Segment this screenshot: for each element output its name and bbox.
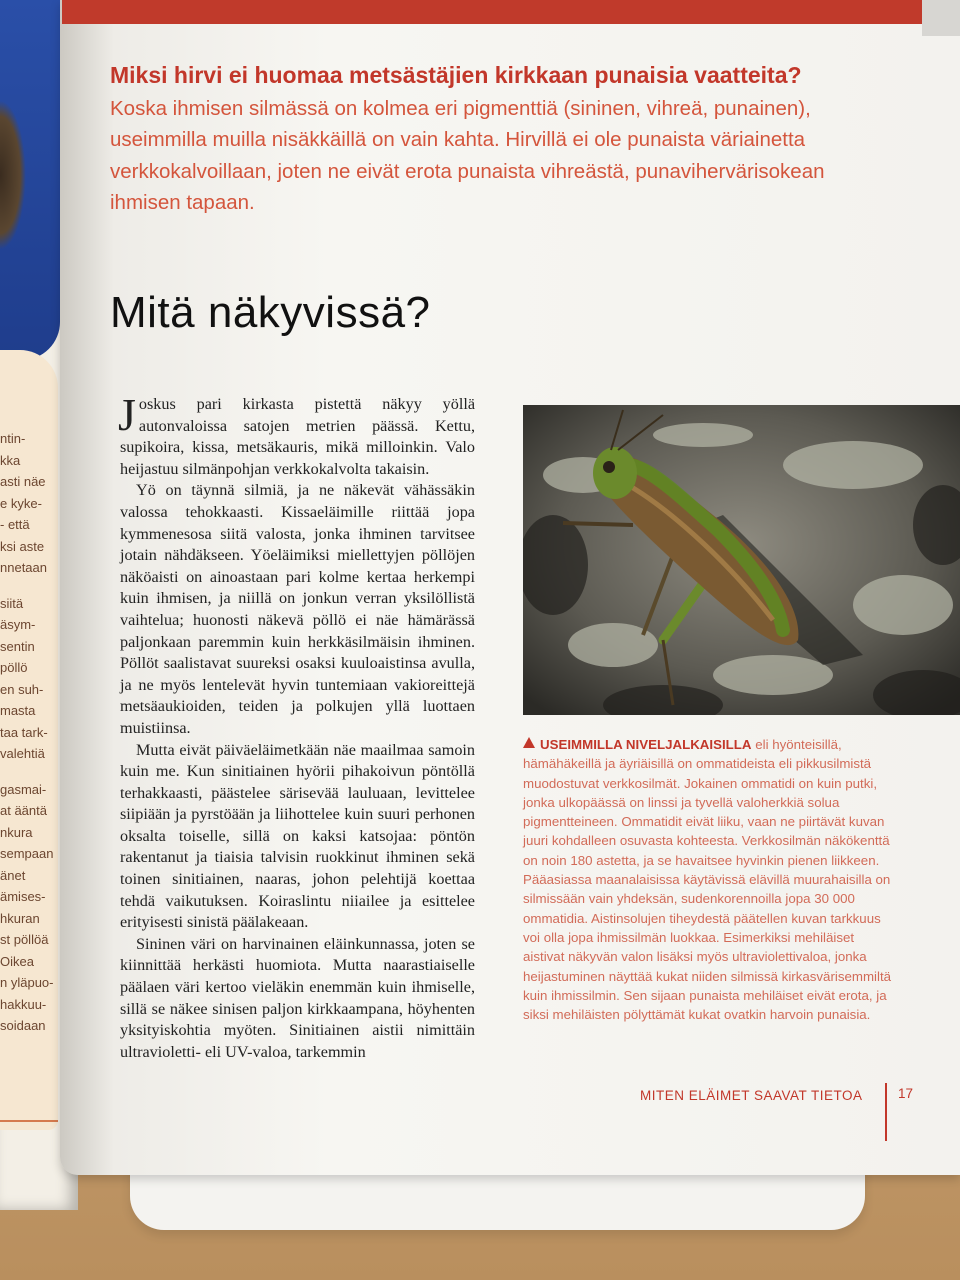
left-fragment: soidaan — [0, 1018, 46, 1033]
left-fragment: masta — [0, 703, 36, 718]
left-fragment: siitä — [0, 595, 24, 611]
left-fragment: nkura — [0, 824, 33, 840]
left-page-text-fragments — [0, 428, 58, 1037]
left-fragment: äsym- — [0, 617, 36, 632]
body-paragraph-3: Mutta eivät päiväeläimetkään näe maailmaa samoin kuin me. Kun sinitiainen hyörii pihakoivun pöntöllä terhakkaasti, päästelee särisevää lauluaan, levittelee siipiään ja pyrstöään ja liihottelee kuin suuri perhonen oksalta toiselle, sillä on kaksi katsojaa: pöntön rakentanut ja tiaisia talvisin ruokkinut ihminen sekä toinen sinitiainen, naaras, johon pelehtijä koettaa tehdä vaikutuksen. Koiraslintu niiailee ja esittelee erityisesti sinistä päälakeaan. — [120, 740, 475, 932]
footer-divider — [885, 1083, 887, 1141]
left-fragment: ntin- — [0, 431, 26, 446]
intro-answer: Koska ihmisen silmässä on kolmea eri pigmenttiä (sininen, vihreä, punainen), useimmilla muilla nisäkkäillä on vain kahta. Hirvillä ei ole punaista väriainetta verkkokalvoillaan, joten ne eivät erota punaista vihreästä, punavihervärisokean ihmisen tapaan. — [110, 96, 825, 214]
left-fragment: asti näe — [0, 474, 46, 489]
left-fragment: n yläpuo- — [0, 975, 54, 990]
intro-question-box — [110, 60, 855, 219]
left-fragment: pöllö — [0, 660, 28, 675]
intro-question: Miksi hirvi ei huomaa metsästäjien kirkkaan punaisia vaatteita? — [110, 62, 802, 88]
left-fragment: Oikea — [0, 953, 34, 969]
caption-lead: USEIMMILLA NIVELJALKAISILLA — [540, 737, 752, 752]
bird-photo-fragment — [0, 100, 26, 250]
top-red-rule — [62, 0, 922, 24]
left-fragment: - että — [0, 517, 30, 532]
caption-text: eli hyönteisillä, hämähäkeillä ja äyriäisillä on ommatideista eli pikkusilmistä muodostuvat verkkosilmät. Jokainen ommatidi on kuin putki, jonka ulkopäässä on linssi ja tyvellä valoherkkiä solua pigmentteineen. Ommatidit eivät liiku, vaan ne piirtävät kuvan juuri kohdalleen osuvasta kohteesta. Verkkosilmän näkökenttä on noin 180 astetta, ja se havaitsee hyvinkin pienen liikkeen. Pääasiassa maanalaisissa käytävissä elävillä muurahaisilla on silmissään vain yhdeksän, sudenkorennoilla jopa 30 000 ommatidia. Aistinsolujen tiheydestä päätellen kuvan tarkkuus voi olla jopa ihmissilmän luokkaa. Esimerkiksi mehiläiset aistivat näkyvän valon lisäksi myös ultraviolettivaloa, jonka heijastuminen näyttää kukat niiden silmissä kirkasvärisemmiltä kuin ihmissilmin. Sen sijaan punaista mehiläiset eivät erota, ja siksi mehiläisten pölyttämät kukat ovatkin harvoin punaisia. — [523, 737, 892, 1023]
left-fragment: sentin — [0, 638, 35, 654]
left-page-photo — [0, 0, 60, 360]
page-number: 17 — [898, 1086, 914, 1101]
running-footer: MITEN ELÄIMET SAAVAT TIETOA — [640, 1088, 863, 1103]
caption-triangle-icon — [523, 737, 535, 748]
body-paragraph-4: Sininen väri on harvinainen eläinkunnassa, joten se kiinnittää herkästi huomiota. Mutta naarastiaiselle päälaen väri kertoo vieläkin enemmän kuin ihmiselle, sillä se näkee sinisen paljon kirkkaampana, höyhenten yksityiskohtia myöten. Sinitiainen aistii nimittäin ultravioletti- eli UV-valoa, tarkemmin — [120, 934, 475, 1061]
left-fragment: hkuran — [0, 910, 40, 926]
body-paragraph-1-text: oskus pari kirkasta pistettä näkyy yöllä autonvaloissa satojen metrien päässä. Kettu, supikoira, kissa, metsäkauris, mikä milloinkin. Valo heijastuu silmänpohjan verkkokalvolta takaisin. — [120, 395, 475, 478]
left-fragment: e kyke- — [0, 495, 42, 511]
next-page-corner — [922, 0, 960, 36]
left-fragment: st pöllöä — [0, 932, 49, 947]
left-fragment: hakkuu- — [0, 996, 47, 1012]
grasshopper-illustration — [523, 405, 960, 715]
left-fragment: ämises- — [0, 889, 46, 904]
body-paragraph-1 — [118, 389, 475, 480]
left-fragment: kka — [0, 452, 21, 468]
left-fragment: nnetaan — [0, 560, 47, 575]
drop-cap: J — [118, 389, 136, 440]
left-fragment: gasmai- — [0, 781, 47, 797]
left-fragment: änet — [0, 867, 26, 883]
left-page-footer-rule — [0, 1120, 58, 1122]
body-paragraph-2: Yö on täynnä silmiä, ja ne näkevät vähässäkin valossa tehokkaasti. Kissaeläimille riittää jopa kymmenesosa siitä valosta, jonka ihminen tarvitsee jotain nähdäkseen. Yöeläimiksi miellettyjen pöllöjen näköaisti on ainoastaan pari kolme kertaa herkempi kuin ihmisen, ja niillä on jonkun verran yksilöllistä vaihtelua; huonosti näkevä pöllö ei näe hämärässä paljonkaan paremmin kuin herkkäsilmäisin ihminen. Pöllöt saalistavat suureksi osaksi kuuloaistinsa avulla, ja ne myös lentelevät hyvin tuntemiaan vakioreittejä metsäaukioiden, teiden ja polkujen yllä luottaen muistiinsa. — [120, 481, 475, 737]
left-fragment: ksi aste — [0, 538, 45, 554]
photo-caption — [523, 735, 898, 1024]
left-fragment: sempaan — [0, 846, 54, 861]
left-fragment: at ääntä — [0, 803, 47, 818]
left-fragment: en suh- — [0, 681, 44, 697]
section-heading: Mitä näkyvissä? — [110, 288, 431, 337]
left-fragment: valehtiä — [0, 746, 45, 761]
grasshopper-photo — [523, 405, 960, 715]
left-fragment: taa tark- — [0, 724, 48, 740]
body-column — [118, 389, 475, 1063]
